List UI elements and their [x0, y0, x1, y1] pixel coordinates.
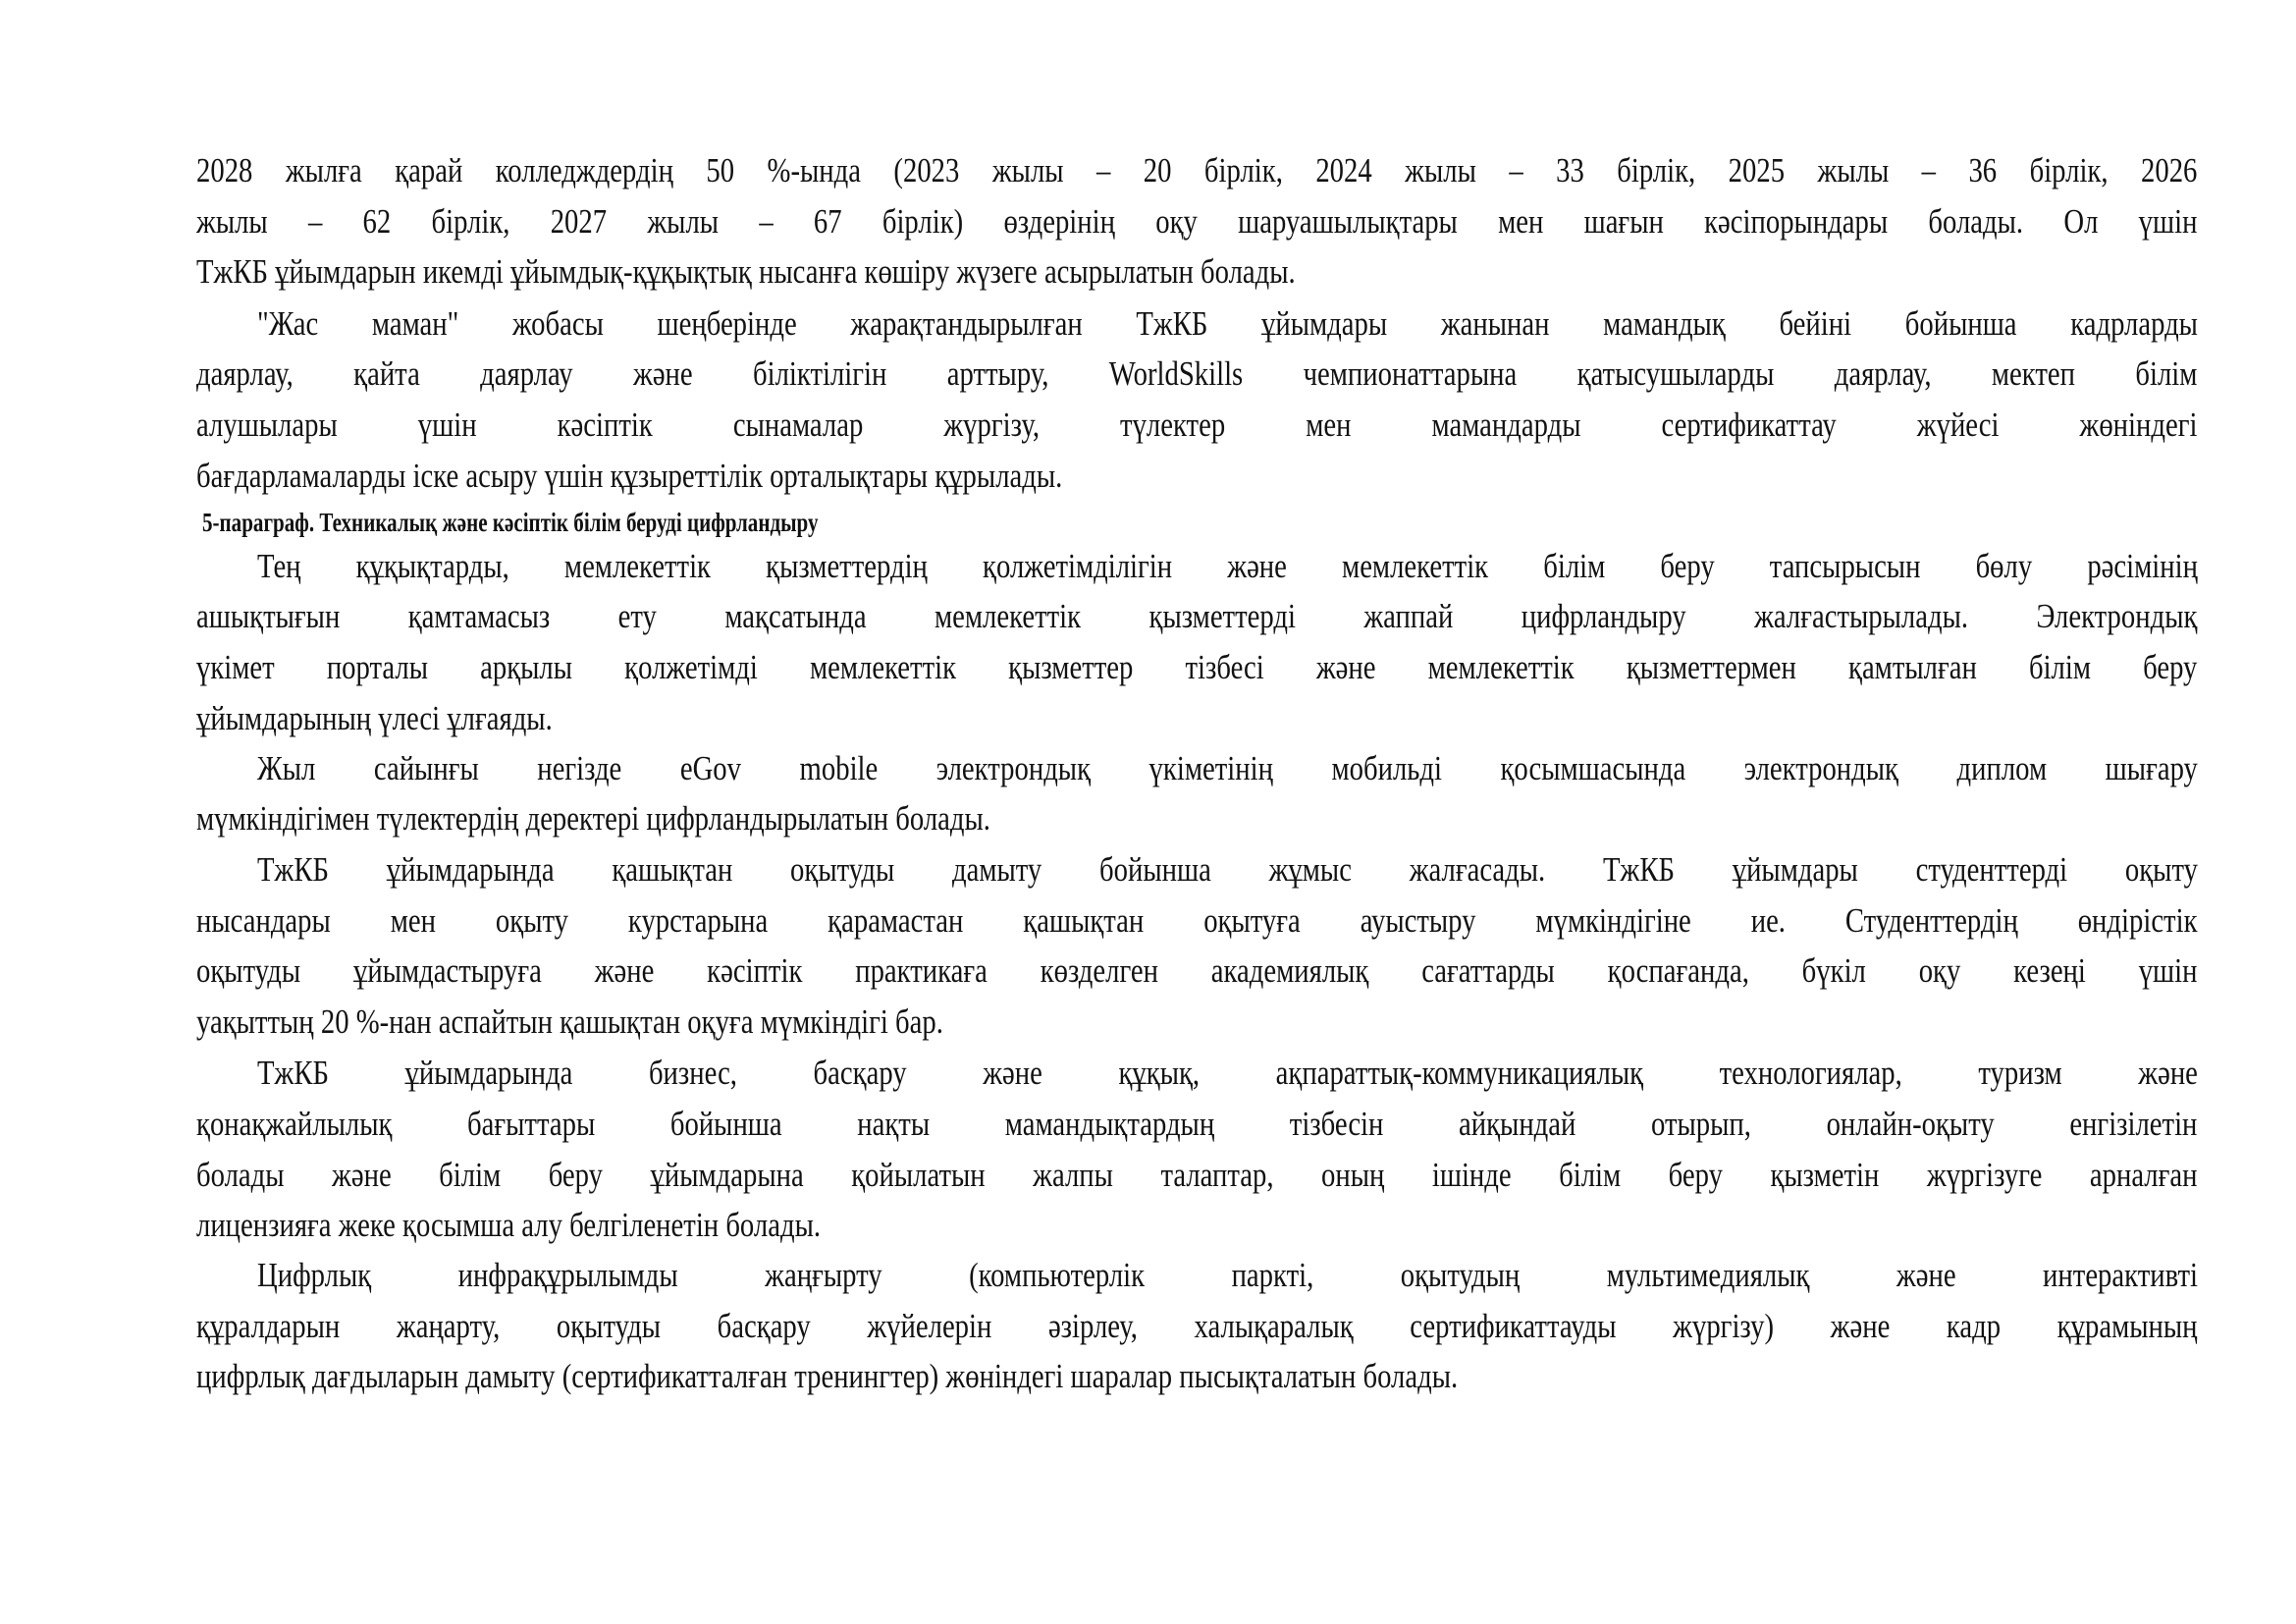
paragraph-7-line-3 — [196, 1355, 2198, 1404]
paragraph-2-line-4 — [196, 455, 2198, 504]
text-line: ТжКБ ұйымдарында бизнес, басқару және құқық, ақпараттық-коммуникациялық технологиялар, туризм және — [257, 1054, 2198, 1092]
text-line: ашықтығын қамтамасыз ету мақсатында мемлекеттік қызметтерді жаппай цифрландыру жалғастырылады. Электрондық — [196, 597, 2198, 635]
text-line: цифрлық дағдыларын дамыту (сертификатталған тренингтер) жөніндегі шаралар пысықталатын болады. — [196, 1357, 1459, 1395]
paragraph-6-line-3 — [196, 1154, 2198, 1203]
section-heading-text: 5-параграф. Техникалық және кәсіптік білім беруді цифрландыру — [202, 508, 819, 537]
text-line: үкімет порталы арқылы қолжетімді мемлекеттік қызметтер тізбесі және мемлекеттік қызметтермен қамтылған білім беру — [196, 648, 2198, 686]
paragraph-4-line-1 — [257, 747, 2198, 796]
paragraph-6-line-4 — [196, 1204, 2198, 1253]
text-line: Жыл сайынғы негізде eGov mobile электрондық үкіметінің мобильді қосымшасында электрондық диплом шығару — [257, 749, 2198, 787]
paragraph-1-line-2 — [196, 200, 2198, 249]
text-line: "Жас маман" жобасы шеңберінде жарақтандырылған ТжКБ ұйымдары жанынан мамандық бейіні бойынша кадрларды — [257, 304, 2198, 343]
paragraph-7-line-2 — [196, 1305, 2198, 1354]
paragraph-3-line-2 — [196, 595, 2198, 644]
text-line: алушылары үшін кәсіптік сынамалар жүргізу, түлектер мен мамандарды сертификаттау жүйесі жөніндегі — [196, 406, 2198, 444]
paragraph-3-line-3 — [196, 646, 2198, 695]
paragraph-2-line-1 — [257, 302, 2198, 352]
text-line: Тең құқықтарды, мемлекеттік қызметтердің қолжетімділігін және мемлекеттік білім беру тапсырысын бөлу рәсімінің — [257, 547, 2198, 585]
paragraph-6-line-2 — [196, 1103, 2198, 1152]
text-line: ТжКБ ұйымдарында қашықтан оқытуды дамыту бойынша жұмыс жалғасады. ТжКБ ұйымдары студенттерді оқыту — [257, 850, 2198, 889]
paragraph-5-line-3 — [196, 949, 2198, 999]
text-line: болады және білім беру ұйымдарына қойылатын жалпы талаптар, оның ішінде білім беру қызметін жүргізуге арналған — [196, 1156, 2198, 1194]
text-line: оқытуды ұйымдастыруға және кәсіптік практикаға көзделген академиялық сағаттарды қоспағанда, бүкіл оқу кезеңі үшін — [196, 951, 2198, 990]
paragraph-5-line-1 — [257, 848, 2198, 897]
section-heading — [202, 507, 1478, 538]
text-line: лицензияға жеке қосымша алу белгіленетін болады. — [196, 1206, 822, 1244]
paragraph-3-line-1 — [257, 545, 2198, 594]
paragraph-7-line-1 — [257, 1254, 2198, 1303]
paragraph-4-line-2 — [196, 797, 2198, 846]
text-line: мүмкіндігімен түлектердің деректері цифрландырылатын болады. — [196, 799, 990, 838]
text-line: даярлау, қайта даярлау және біліктілігін арттыру, WorldSkills чемпионаттарына қатысушыларды даярлау, мектеп білім — [196, 354, 2198, 393]
text-line: 2028 жылға қарай колледждердің 50 %-ында (2023 жылы – 20 бірлік, 2024 жылы – 33 бірлік, 2025 жылы – 36 бірлік, 2026 — [196, 151, 2198, 189]
text-line: жылы – 62 бірлік, 2027 жылы – 67 бірлік) өздерінің оқу шаруашылықтары мен шағын кәсіпорындары болады. Ол үшін — [196, 202, 2198, 241]
text-line: қонақжайлылық бағыттары бойынша нақты мамандықтардың тізбесін айқындай отырып, онлайн-оқыту енгізілетін — [196, 1105, 2198, 1143]
paragraph-2-line-3 — [196, 404, 2198, 453]
text-line: бағдарламаларды іске асыру үшін құзыреттілік орталықтары құрылады. — [196, 457, 1063, 495]
paragraph-2-line-2 — [196, 352, 2198, 402]
text-line: нысандары мен оқыту курстарына қарамастан қашықтан оқытуға ауыстыру мүмкіндігіне ие. Студенттердің өндірістік — [196, 901, 2198, 940]
paragraph-1-line-3 — [196, 250, 2198, 299]
paragraph-3-line-4 — [196, 697, 2198, 746]
paragraph-6-line-1 — [257, 1052, 2198, 1101]
text-line: уақыттың 20 %-нан аспайтын қашықтан оқуға мүмкіндігі бар. — [196, 1002, 943, 1041]
paragraph-5-line-4 — [196, 1001, 2198, 1050]
paragraph-1-line-1 — [196, 149, 2198, 198]
text-line: ұйымдарының үлесі ұлғаяды. — [196, 699, 553, 737]
paragraph-5-line-2 — [196, 899, 2198, 948]
text-line: Цифрлық инфрақұрылымды жаңғырту (компьютерлік паркті, оқытудың мультимедиялық және интерактивті — [257, 1256, 2198, 1294]
text-line: құралдарын жаңарту, оқытуды басқару жүйелерін әзірлеу, халықаралық сертификаттауды жүргізу) және кадр құрамының — [196, 1307, 2198, 1345]
text-line: ТжКБ ұйымдарын икемді ұйымдық-құқықтық нысанға көшіру жүзеге асырылатын болады. — [196, 252, 1296, 291]
